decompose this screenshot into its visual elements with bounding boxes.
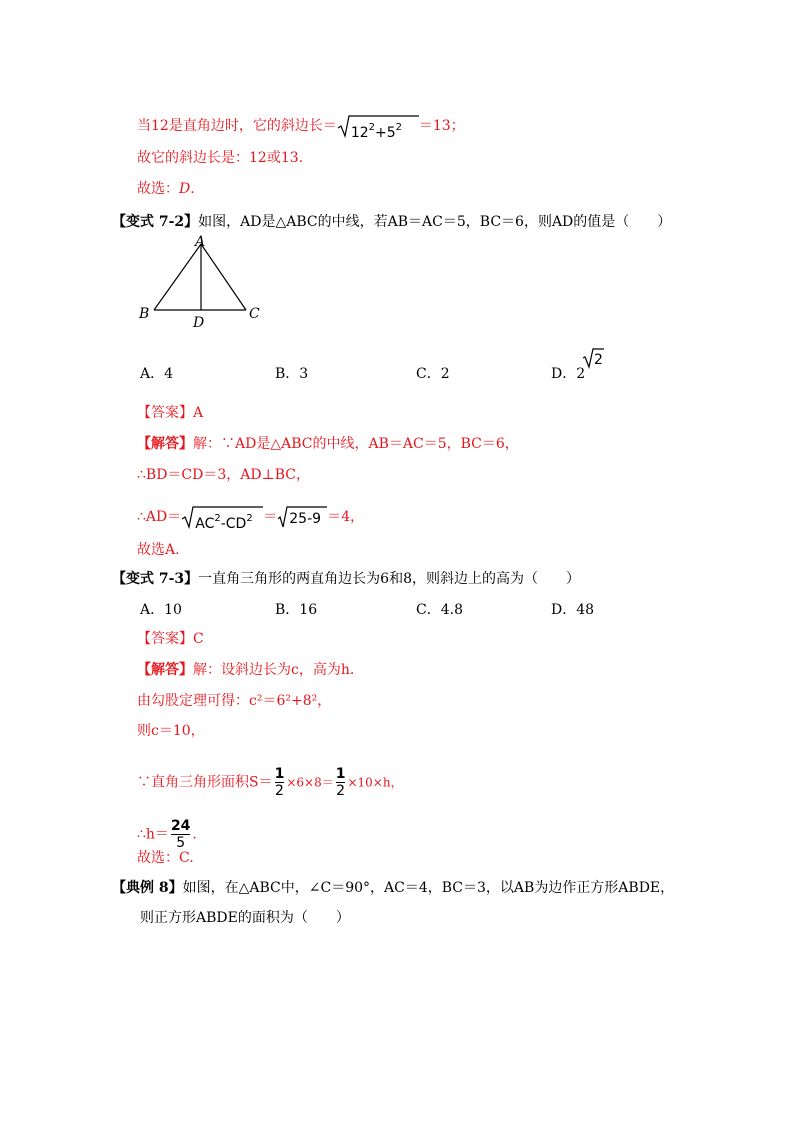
choice-d: D．2 2 <box>551 364 585 384</box>
example-8-line2: 则正方形ABDE的面积为（ ） <box>140 910 350 926</box>
choice-b: B．16 <box>275 602 318 618</box>
vertex-label-b: B <box>139 306 150 322</box>
solution-7-3-line5: ∴h＝ $\frac{24}{5}$ . <box>137 818 197 851</box>
choice-d: D．48 <box>551 602 595 618</box>
solution-7-3-line3: 则c＝10， <box>137 723 205 739</box>
choice-c: C．2 <box>416 366 450 382</box>
choice-a: A．4 <box>140 366 174 382</box>
solution-line-conclusion: 故它的斜边长是：12或13. <box>137 150 304 166</box>
sqrt-25-9: 25-9 <box>277 505 327 529</box>
choice-b: B．3 <box>275 366 309 382</box>
triangle-figure <box>130 232 270 332</box>
choice-c: C．4.8 <box>416 602 463 618</box>
point-label-d: D <box>193 315 205 331</box>
question-variant-7-2: 【变式 7-2】如图，AD是△ABC的中线，若AB＝AC＝5，BC＝6，则AD的值是（ ） <box>112 214 672 230</box>
solution-7-3-line4: ∵直角三角形面积S＝ $\frac{1}{2}$ ×6×8＝ $\frac{1}{2}$ ×10×h， <box>137 766 403 799</box>
solution-line-choose: 故选：D. <box>137 181 195 197</box>
side-ab <box>154 244 201 310</box>
sqrt-ac-cd: $AC^2-CD^2$ <box>181 505 263 529</box>
vertex-label-a: A <box>195 234 206 250</box>
sqrt-expression: $12^2+5^2$ <box>337 114 419 138</box>
sqrt-two: 2 <box>582 347 604 369</box>
solution-7-2-line3: ∴AD＝ $AC^2-CD^2$ ＝ 25-9 ＝4， <box>137 505 364 529</box>
fraction-24-5: $\frac{24}{5}$ <box>170 818 191 851</box>
fraction-one-half: $\frac{1}{2}$ <box>274 766 285 799</box>
fraction-one-half: $\frac{1}{2}$ <box>335 766 346 799</box>
solution-7-3-line2: 由勾股定理可得：c²＝6²+8²， <box>137 693 332 709</box>
answer-7-3: 【答案】C <box>137 631 204 647</box>
solution-7-2-line2: ∴BD＝CD＝3，AD⊥BC， <box>137 467 311 483</box>
answer-7-2: 【答案】A <box>137 405 204 421</box>
example-8: 【典例 8】如图，在△ABC中，∠C＝90°，AC＝4，BC＝3，以AB为边作正方形ABDE， <box>112 880 675 896</box>
vertex-label-c: C <box>249 306 260 322</box>
solution-7-2-line4: 故选A. <box>137 542 180 558</box>
solution-7-2-line1: 【解答】解：∵AD是△ABC的中线，AB＝AC＝5，BC＝6， <box>137 436 519 452</box>
choice-a: A．10 <box>140 602 182 618</box>
solution-7-3-line1: 【解答】解：设斜边长为c，高为h. <box>137 662 355 678</box>
solution-7-3-line6: 故选：C. <box>137 850 194 866</box>
solution-line-hypotenuse: 当12是直角边时，它的斜边长＝ $12^2+5^2$ ＝13； <box>137 114 465 138</box>
side-ac <box>201 244 246 310</box>
question-variant-7-3: 【变式 7-3】一直角三角形的两直角边长为6和8，则斜边上的高为（ ） <box>112 571 580 587</box>
